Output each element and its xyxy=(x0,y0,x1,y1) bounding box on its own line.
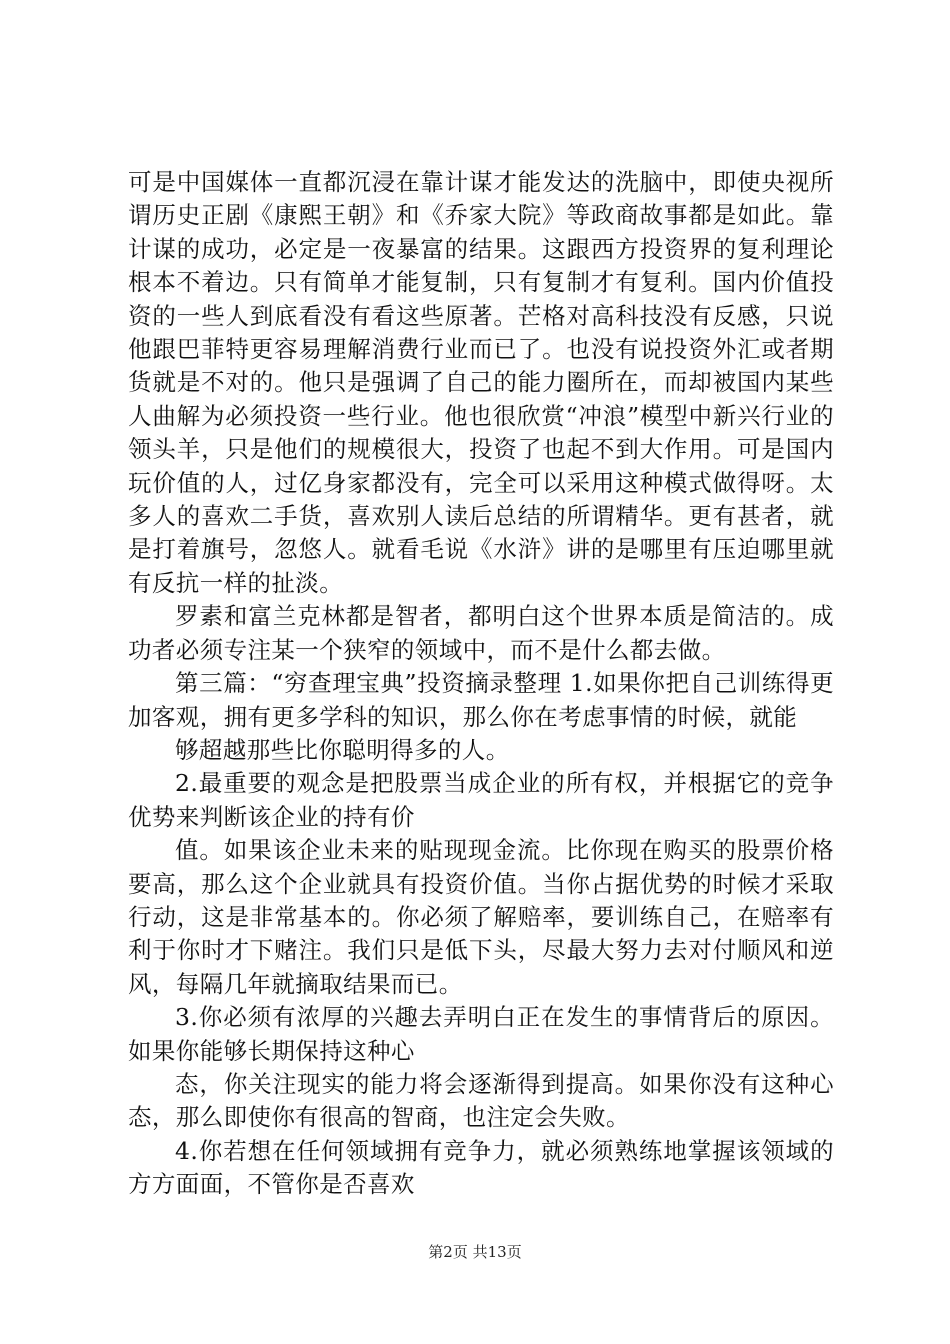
paragraph: 第三篇：“穷查理宝典”投资摘录整理 1.如果你把自己训练得更加客观，拥有更多学科的知识，那么你在考虑事情的时候，就能 xyxy=(128,669,834,731)
paragraph: 3.你必须有浓厚的兴趣去弄明白正在发生的事情背后的原因。如果你能够长期保持这种心 xyxy=(128,1003,834,1065)
paragraph: 罗素和富兰克林都是智者，都明白这个世界本质是简洁的。成功者必须专注某一个狭窄的领域中，而不是什么都去做。 xyxy=(128,602,834,664)
paragraph: 态，你关注现实的能力将会逐渐得到提高。如果你没有这种心态，那么即使你有很高的智商，也注定会失败。 xyxy=(128,1069,834,1132)
document-body xyxy=(128,166,834,1202)
paragraph: 可是中国媒体一直都沉浸在靠计谋才能发达的洗脑中，即使央视所谓历史正剧《康熙王朝》和《乔家大院》等政商故事都是如此。靠计谋的成功，必定是一夜暴富的结果。这跟西方投资界的复利理论根本不着边。只有简单才能复制，只有复制才有复利。国内价值投资的一些人到底看没有看这些原著。芒格对高科技没有反感，只说他跟巴菲特更容易理解消费行业而已了。也没有说投资外汇或者期货就是不对的。他只是强调了自己的能力圈所在，而却被国内某些人曲解为必须投资一些行业。他也很欣赏“冲浪”模型中新兴行业的领头羊，只是他们的规模很大，投资了也起不到大作用。可是国内玩价值的人，过亿身家都没有，完全可以采用这种模式做得呀。太多人的喜欢二手货，喜欢别人读后总结的所谓精华。更有甚者，就是打着旗号，忽悠人。就看毛说《水浒》讲的是哪里有压迫哪里就有反抗一样的扯淡。 xyxy=(128,168,834,597)
page-number-footer: 第2页 共13页 xyxy=(428,1243,522,1261)
paragraph: 够超越那些比你聪明得多的人。 xyxy=(175,735,510,764)
paragraph: 4.你若想在任何领域拥有竞争力，就必须熟练地掌握该领域的方方面面，不管你是否喜欢 xyxy=(128,1136,834,1199)
paragraph: 值。如果该企业未来的贴现现金流。比你现在购买的股票价格要高，那么这个企业就具有投资价值。当你占据优势的时候才采取行动，这是非常基本的。你必须了解赔率，要训练自己，在赔率有利于你时才下赌注。我们只是低下头，尽最大努力去对付顺风和逆风，每隔几年就摘取结果而已。 xyxy=(128,836,834,998)
paragraph: 2.最重要的观念是把股票当成企业的所有权，并根据它的竞争优势来判断该企业的持有价 xyxy=(128,769,834,831)
